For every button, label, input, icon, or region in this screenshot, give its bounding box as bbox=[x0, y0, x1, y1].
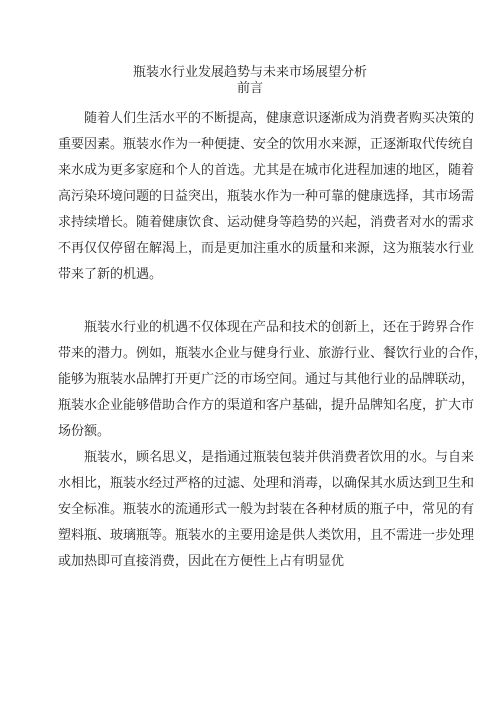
paragraph-line: 随着人们生活水平的不断提高，健康意识逐渐成为消费者购买决策的 bbox=[84, 111, 475, 126]
paragraph-line: 瓶装水，顾名思义，是指通过瓶装包装并供消费者饮用的水。与自来 bbox=[84, 450, 475, 465]
document-title: 瓶装水行业发展趋势与未来市场展望分析 bbox=[132, 65, 367, 80]
paragraph-line: 水相比，瓶装水经过严格的过滤、处理和消毒，以确保其水质达到卫生和 bbox=[58, 476, 475, 491]
paragraph-line: 重要因素。瓶装水作为一种便捷、安全的饮用水来源，正逐渐取代传统自 bbox=[58, 137, 475, 152]
paragraph-line: 带来了新的机遇。 bbox=[58, 267, 163, 282]
paragraph-line: 不再仅仅停留在解渴上，而是更加注重水的质量和来源，这为瓶装水行业 bbox=[58, 241, 475, 256]
paragraph-line: 或加热即可直接消费，因此在方便性上占有明显优 bbox=[58, 554, 345, 569]
paragraph-line: 能够为瓶装水品牌打开更广泛的市场空间。通过与其他行业的品牌联动， bbox=[58, 372, 475, 387]
paragraph-line: 瓶装水行业的机遇不仅体现在产品和技术的创新上，还在于跨界合作 bbox=[84, 320, 475, 335]
paragraph-1 bbox=[58, 106, 475, 288]
paragraph-line: 场份额。 bbox=[58, 424, 111, 439]
paragraph-line: 塑料瓶、玻璃瓶等。瓶装水的主要用途是供人类饮用，且不需进一步处理 bbox=[58, 528, 475, 543]
paragraph-3 bbox=[58, 445, 475, 575]
paragraph-2 bbox=[58, 315, 488, 445]
paragraph-line: 来水成为更多家庭和个人的首选。尤其是在城市化进程加速的地区，随着 bbox=[58, 163, 475, 178]
paragraph-line: 瓶装水企业能够借助合作方的渠道和客户基础，提升品牌知名度，扩大市 bbox=[58, 398, 475, 413]
paragraph-line: 高污染环境问题的日益突出，瓶装水作为一种可靠的健康选择，其市场需 bbox=[58, 189, 475, 204]
paragraph-line: 求持续增长。随着健康饮食、运动健身等趋势的兴起，消费者对水的需求 bbox=[58, 215, 475, 230]
document-subtitle: 前言 bbox=[236, 81, 263, 96]
paragraph-line: 带来的潜力。例如，瓶装水企业与健身行业、旅游行业、餐饮行业的合作， bbox=[58, 346, 488, 361]
paragraph-line: 安全标准。瓶装水的流通形式一般为封装在各种材质的瓶子中，常见的有 bbox=[58, 502, 475, 517]
